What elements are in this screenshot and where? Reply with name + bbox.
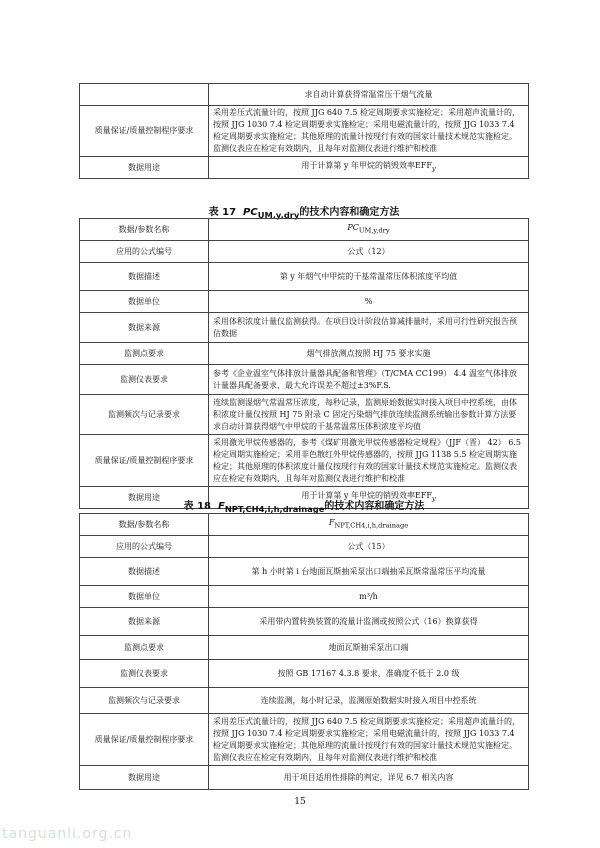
table-row: 数据单位 m³/h — [80, 586, 529, 608]
row-key: 数据用途 — [80, 157, 209, 179]
table-row: 数据单位 % — [80, 291, 529, 313]
table-row: 应用的公式编号 公式（12） — [80, 241, 529, 263]
table-18 — [79, 513, 529, 790]
table-row: 数据来源 采用带内置转换装置的流量计监测或按照公式（16）换算获得 — [80, 608, 529, 636]
row-value: 采用差压式流量计的，按照 JJG 640 7.5 检定周期要求实施检定；采用超声流量计的，按照 JJG 1030 7.4 检定周期要求实施检定；采用电磁流量计的，按照 JJG 1033 7.4 检定周期要求实施检定；其他原理的流量计按现行有效的国家计量技术规范实施检定。监测仪表应在检定有效期内，且每年对监测仪表进行维护和校准 — [209, 106, 529, 157]
watermark: tanguanli.org.cn — [2, 826, 133, 842]
table-row: 数据来源 采用体积浓度计量仪监测获得。在项目设计阶段估算减排量时，采用可行性研究报告预估数据 — [80, 313, 529, 343]
row-key — [80, 84, 209, 106]
table-row: 数据用途 用于计算第 y 年甲烷的销毁效率$EFF_y$ — [80, 487, 529, 509]
table-row: 数据描述 第 y 年烟气中甲烷的干基常温常压体积浓度平均值 — [80, 263, 529, 291]
table-row: 数据/参数名称 $PC_{UM,y,dry}$ — [80, 219, 529, 241]
table-top-continuation — [79, 83, 529, 179]
table-row: 监测频次与记录要求 连续监测，每小时记录，监测原始数据实时接入项目中控系统 — [80, 688, 529, 714]
table-17-caption: 表 17 $PC_{UM,y,dry}$的技术内容和确定方法 — [208, 207, 400, 220]
table-18-caption: 表 18 $F_{NPT,CH4,i,h,drainage}$的技术内容和确定方法 — [183, 501, 425, 514]
row-key: 质量保证/质量控制程序要求 — [80, 106, 209, 157]
table-17 — [79, 218, 529, 509]
param-name: $PC_{UM,y,dry}$ — [209, 219, 529, 241]
table-row: 监测频次与记录要求 连续监测湿烟气常温常压浓度，每秒记录，监测原始数据实时接入项目中控系统，由体积浓度计量仪按照 HJ 75 附录 C 固定污染烟气排放连续监测系统输出参数计算方法要求自动计算获得烟气中甲烷的干基常温常压体积浓度平均值 — [80, 395, 529, 435]
table-row: 数据描述 第 h 小时第 i 台地面瓦斯抽采泵出口端抽采瓦斯常温常压平均流量 — [80, 558, 529, 586]
table-row — [80, 157, 529, 179]
row-value: 求自动计算获得常温常压干烟气流量 — [209, 84, 529, 106]
table-row: 监测点要求 烟气排放测点按照 HJ 75 要求实施 — [80, 343, 529, 365]
table-row: 监测仪表要求 参考《企业温室气体排放计量器具配备和管理》（T/CMA CC199） 4.4 温室气体排放计量器具配备要求，最大允许误差不超过±3%F.S. — [80, 365, 529, 395]
table-row: 数据/参数名称 $F_{NPT,CH4,i,h,drainage}$ — [80, 514, 529, 536]
table-row: 监测仪表要求 按照 GB 17167 4.3.8 要求，准确度不低于 2.0 级 — [80, 660, 529, 688]
table-row: 应用的公式编号 公式（15） — [80, 536, 529, 558]
table-row — [80, 84, 529, 106]
table-row: 监测点要求 地面瓦斯抽采泵出口端 — [80, 636, 529, 660]
table-row: 数据用途 用于项目适用性排除的判定，详见 6.7 相关内容 — [80, 766, 529, 790]
param-name: $F_{NPT,CH4,i,h,drainage}$ — [209, 514, 529, 536]
page-number: 15 — [294, 797, 306, 807]
row-value: 用于计算第 y 年甲烷的销毁效率$EFF_y$ — [209, 157, 529, 179]
table-row — [80, 106, 529, 157]
table-row: 质量保证/质量控制程序要求 采用激光甲烷传感器的，参考《煤矿用激光甲烷传感器检定规程》（JJF（晋） 42） 6.5 检定周期实施检定；采用非色散红外甲烷传感器的，按照 JJG 1138 5.5 检定周期实施检定；其他原理的体积浓度计量仪按现行有效的国家计量技术规范实施检定。监测仪表应在检定有效期内，且每年对监测仪表进行维护和校准 — [80, 435, 529, 487]
table-row: 质量保证/质量控制程序要求 采用差压式流量计的，按照 JJG 640 7.5 检定周期要求实施检定；采用超声流量计的，按照 JJG 1030 7.4 检定周期要求实施检定；采用电磁流量计的，按照 JJG 1033 7.4 检定周期要求实施检定；其他原理的流量计按现行有效的国家计量技术规范实施检定。监测仪表应在检定有效期内，且每年对监测仪表进行维护和校准 — [80, 714, 529, 766]
